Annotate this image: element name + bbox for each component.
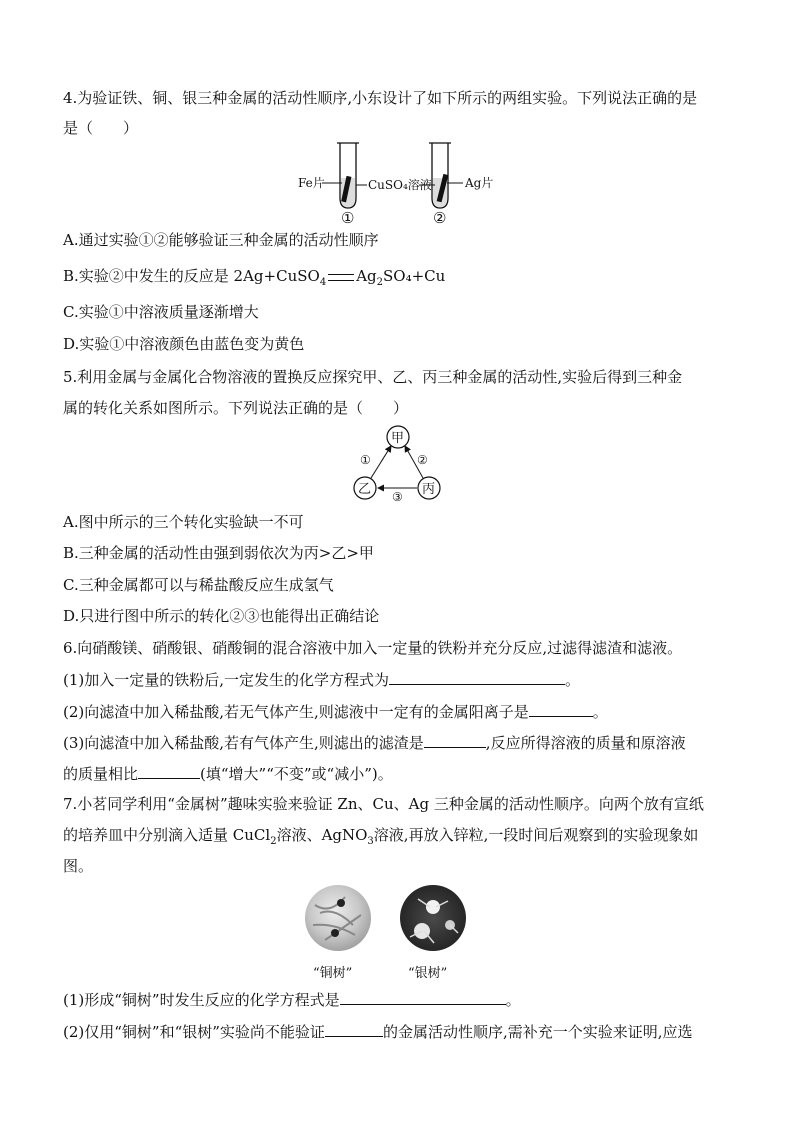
q4-test-tube-figure: [295, 140, 505, 225]
q4-option-b: B.实验②中发生的反应是 2Ag+CuSO$_4$ $Ag_2SO_4+Cu$: [63, 267, 446, 288]
q5-stem-line1: 5.利用金属与金属化合物溶液的置换反应探究甲、乙、丙三种金属的活动性,实验后得到三种金: [63, 368, 683, 386]
answer-blank[interactable]: [424, 731, 486, 748]
q4-stem-line2: 是（ ）: [63, 119, 139, 137]
q5-stem-line2: 属的转化关系如图所示。下列说法正确的是（ ）: [63, 399, 409, 417]
arrow-label-2: ②: [417, 453, 428, 467]
node-yi: 乙: [358, 482, 372, 497]
q4-option-a: A.通过实验①②能够验证三种金属的活动性顺序: [63, 231, 379, 249]
q7-stem-line3: 图。: [63, 857, 94, 875]
q7-stem-line1: 7.小茗同学利用“金属树”趣味实验来验证 Zn、Cu、Ag 三种金属的活动性顺序。向两个放有宣纸: [63, 795, 704, 813]
q6-part3-line2: 的质量相比 (填“增大”“不变”或“减小”)。: [63, 762, 393, 785]
answer-blank[interactable]: [138, 762, 200, 779]
node-jia: 甲: [391, 431, 405, 446]
q4-option-d: D.实验①中溶液颜色由蓝色变为黄色: [63, 335, 305, 353]
label-fe: Fe片: [298, 176, 325, 190]
answer-blank[interactable]: [529, 700, 593, 717]
caption-silver-tree: “银树”: [408, 966, 448, 981]
q5-option-c: C.三种金属都可以与稀盐酸反应生成氢气: [63, 576, 334, 594]
tube-num-1: ①: [341, 209, 355, 225]
node-bing: 丙: [422, 482, 436, 497]
q6-part3: (3)向滤渣中加入稀盐酸,若有气体产生,则滤出的滤渣是 ,反应所得溶液的质量和原溶液: [63, 731, 686, 754]
q6-part2: (2)向滤渣中加入稀盐酸,若无气体产生,则滤液中一定有的金属阳离子是 。: [63, 700, 608, 723]
caption-copper-tree: “铜树”: [313, 966, 353, 981]
answer-blank[interactable]: [340, 988, 506, 1005]
q5-option-a: A.图中所示的三个转化实验缺一不可: [63, 513, 304, 531]
q6-stem: 6.向硝酸镁、硝酸银、硝酸铜的混合溶液中加入一定量的铁粉并充分反应,过滤得滤渣和滤液。: [63, 639, 683, 657]
answer-blank[interactable]: [325, 1020, 383, 1037]
q5-triangle-diagram: [345, 424, 445, 504]
equals-sign: [328, 274, 354, 281]
copper-tree-photo: [305, 885, 371, 951]
q6-part1: (1)加入一定量的铁粉后,一定发生的化学方程式为 。: [63, 668, 580, 691]
q5-option-b: B.三种金属的活动性由强到弱依次为丙>乙>甲: [63, 544, 374, 562]
answer-blank[interactable]: [389, 668, 565, 685]
q4-stem-line1: 4.为验证铁、铜、银三种金属的活动性顺序,小东设计了如下所示的两组实验。下列说法正确的是: [63, 89, 698, 107]
tube-num-2: ②: [433, 209, 447, 225]
label-cuso4: CuSO₄溶液: [368, 178, 432, 192]
silver-tree-photo: [400, 885, 466, 951]
arrow-label-1: ①: [360, 453, 371, 467]
q7-part1: (1)形成“铜树”时发生反应的化学方程式是 。: [63, 988, 521, 1011]
q7-part2: (2)仅用“铜树”和“银树”实验尚不能验证 的金属活动性顺序,需补充一个实验来证明,应选: [63, 1020, 692, 1043]
q5-option-d: D.只进行图中所示的转化②③也能得出正确结论: [63, 607, 380, 625]
arrow-label-3: ③: [392, 490, 403, 504]
q7-stem-line2: 的培养皿中分别滴入适量 CuCl$_2$溶液、AgNO$_3$溶液,再放入锌粒,一段时间后观察到的实验现象如: [63, 826, 699, 847]
q4-option-c: C.实验①中溶液质量逐渐增大: [63, 303, 259, 321]
label-ag: Ag片: [465, 176, 494, 190]
